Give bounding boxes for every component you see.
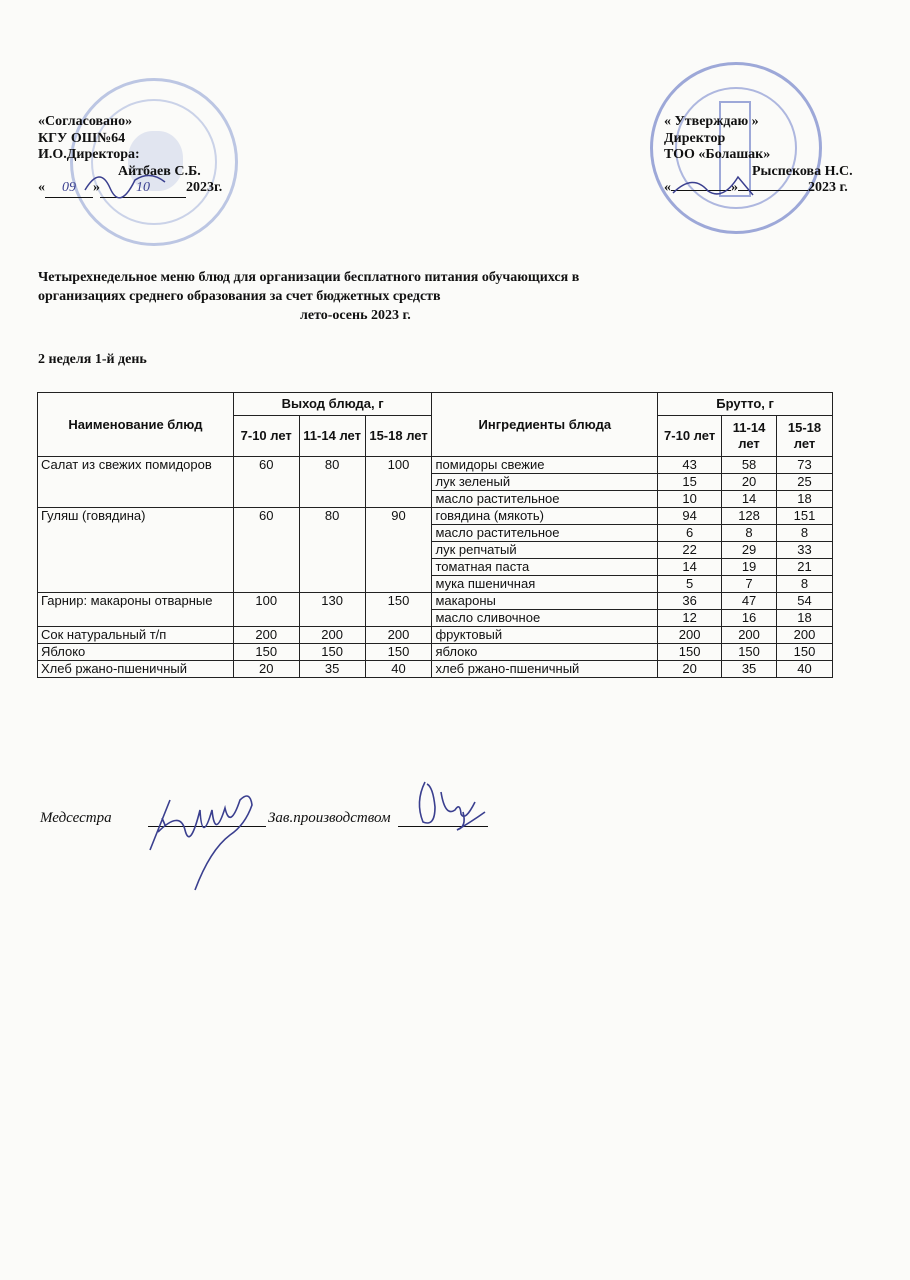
agreed-org: КГУ ОШ№64 — [38, 130, 126, 146]
brutto-age-2: 58 — [722, 457, 777, 474]
agreed-heading: «Согласовано» — [38, 114, 133, 129]
header-brutto-age-3: 15-18 лет — [777, 416, 833, 457]
dish-output-age-1: 20 — [233, 661, 299, 678]
approved-date: « » 2023 г. — [664, 180, 848, 195]
dish-name: Гарнир: макароны отварные — [38, 593, 234, 627]
menu-table — [37, 392, 833, 678]
brutto-age-3: 21 — [777, 559, 833, 576]
dish-output-age-1: 100 — [233, 593, 299, 627]
ingredient-name: яблоко — [432, 644, 658, 661]
header-dish-name: Наименование блюд — [38, 393, 234, 457]
title-line-1: Четырехнедельное меню блюд для организации бесплатного питания обучающихся в — [38, 270, 580, 285]
table-row — [38, 644, 833, 661]
header-output-age-1: 7-10 лет — [233, 416, 299, 457]
brutto-age-1: 150 — [658, 644, 722, 661]
dish-output-age-2: 130 — [299, 593, 365, 627]
header-ingredients: Ингредиенты блюда — [432, 393, 658, 457]
brutto-age-1: 5 — [658, 576, 722, 593]
dish-name: Сок натуральный т/п — [38, 627, 234, 644]
dish-output-age-2: 150 — [299, 644, 365, 661]
brutto-age-3: 40 — [777, 661, 833, 678]
brutto-age-2: 150 — [722, 644, 777, 661]
brutto-age-1: 14 — [658, 559, 722, 576]
brutto-age-3: 200 — [777, 627, 833, 644]
brutto-age-1: 6 — [658, 525, 722, 542]
nurse-signature — [140, 770, 280, 900]
brutto-age-2: 19 — [722, 559, 777, 576]
dish-output-age-1: 60 — [233, 508, 299, 593]
brutto-age-2: 16 — [722, 610, 777, 627]
menu-table-body — [38, 457, 833, 678]
ingredient-name: макароны — [432, 593, 658, 610]
approved-heading: « Утверждаю » — [664, 114, 759, 129]
ingredient-name: говядина (мякоть) — [432, 508, 658, 525]
brutto-age-2: 14 — [722, 491, 777, 508]
week-day-label: 2 неделя 1-й день — [38, 352, 147, 367]
brutto-age-2: 200 — [722, 627, 777, 644]
dish-output-age-2: 200 — [299, 627, 365, 644]
approved-name: Рыспекова Н.С. — [752, 163, 853, 179]
dish-output-age-3: 200 — [365, 627, 432, 644]
brutto-age-1: 10 — [658, 491, 722, 508]
dish-output-age-1: 60 — [233, 457, 299, 508]
dish-output-age-2: 80 — [299, 508, 365, 593]
header-brutto-age-1: 7-10 лет — [658, 416, 722, 457]
table-row — [38, 661, 833, 678]
header-brutto: Брутто, г — [658, 393, 833, 416]
brutto-age-1: 15 — [658, 474, 722, 491]
brutto-age-3: 73 — [777, 457, 833, 474]
brutto-age-3: 18 — [777, 610, 833, 627]
dish-output-age-3: 40 — [365, 661, 432, 678]
ingredient-name: томатная паста — [432, 559, 658, 576]
dish-name: Гуляш (говядина) — [38, 508, 234, 593]
director-signature-right — [668, 165, 758, 205]
brutto-age-1: 94 — [658, 508, 722, 525]
header-brutto-age-2: 11-14 лет — [722, 416, 777, 457]
brutto-age-2: 8 — [722, 525, 777, 542]
brutto-age-1: 22 — [658, 542, 722, 559]
brutto-age-2: 35 — [722, 661, 777, 678]
agreed-date: « 09 » 10 2023г. — [38, 180, 222, 198]
ingredient-name: масло растительное — [432, 525, 658, 542]
dish-output-age-3: 100 — [365, 457, 432, 508]
ingredient-name: помидоры свежие — [432, 457, 658, 474]
ingredient-name: хлеб ржано-пшеничный — [432, 661, 658, 678]
agreed-position: И.О.Директора: — [38, 147, 140, 162]
table-row — [38, 593, 833, 610]
dish-output-age-3: 90 — [365, 508, 432, 593]
dish-output-age-3: 150 — [365, 593, 432, 627]
brutto-age-3: 33 — [777, 542, 833, 559]
brutto-age-3: 8 — [777, 525, 833, 542]
title-line-2: организациях среднего образования за счет бюджетных средств — [38, 289, 441, 304]
ingredient-name: лук зеленый — [432, 474, 658, 491]
approved-position: Директор — [664, 130, 726, 146]
agreed-name: Айтбаев С.Б. — [118, 163, 201, 179]
nurse-label: Медсестра — [40, 810, 112, 826]
ingredient-name: мука пшеничная — [432, 576, 658, 593]
document-title — [38, 268, 579, 325]
ingredient-name: лук репчатый — [432, 542, 658, 559]
brutto-age-3: 151 — [777, 508, 833, 525]
approved-org: ТОО «Болашак» — [664, 147, 771, 162]
dish-name: Яблоко — [38, 644, 234, 661]
table-row — [38, 627, 833, 644]
production-signature — [405, 772, 495, 832]
brutto-age-3: 25 — [777, 474, 833, 491]
brutto-age-3: 54 — [777, 593, 833, 610]
brutto-age-1: 200 — [658, 627, 722, 644]
dish-output-age-3: 150 — [365, 644, 432, 661]
dish-output-age-2: 80 — [299, 457, 365, 508]
agreed-date-month: 10 — [100, 180, 186, 198]
header-output: Выход блюда, г — [233, 393, 432, 416]
title-line-3: лето-осень 2023 г. — [300, 308, 411, 323]
brutto-age-1: 43 — [658, 457, 722, 474]
table-row — [38, 457, 833, 474]
brutto-age-1: 12 — [658, 610, 722, 627]
brutto-age-3: 8 — [777, 576, 833, 593]
ingredient-name: масло растительное — [432, 491, 658, 508]
brutto-age-2: 7 — [722, 576, 777, 593]
brutto-age-2: 128 — [722, 508, 777, 525]
brutto-age-2: 29 — [722, 542, 777, 559]
header-output-age-2: 11-14 лет — [299, 416, 365, 457]
agreed-date-day: 09 — [45, 180, 93, 198]
brutto-age-2: 47 — [722, 593, 777, 610]
brutto-age-3: 18 — [777, 491, 833, 508]
brutto-age-3: 150 — [777, 644, 833, 661]
production-label: Зав.производством — [268, 810, 391, 826]
dish-output-age-1: 150 — [233, 644, 299, 661]
brutto-age-1: 20 — [658, 661, 722, 678]
ingredient-name: масло сливочное — [432, 610, 658, 627]
dish-output-age-1: 200 — [233, 627, 299, 644]
dish-output-age-2: 35 — [299, 661, 365, 678]
brutto-age-1: 36 — [658, 593, 722, 610]
ingredient-name: фруктовый — [432, 627, 658, 644]
dish-name: Хлеб ржано-пшеничный — [38, 661, 234, 678]
header-output-age-3: 15-18 лет — [365, 416, 432, 457]
director-signature-left — [80, 160, 170, 200]
dish-name: Салат из свежих помидоров — [38, 457, 234, 508]
table-row — [38, 508, 833, 525]
brutto-age-2: 20 — [722, 474, 777, 491]
